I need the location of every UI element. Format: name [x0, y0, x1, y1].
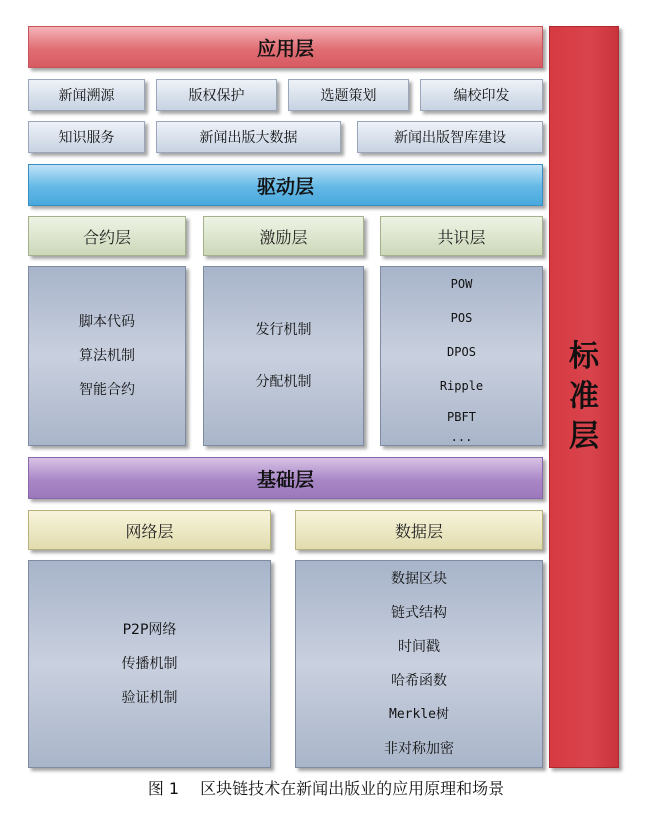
list-item: 发行机制: [255, 322, 312, 338]
app-item-think-tank: [357, 121, 543, 153]
data-layer-content: [295, 560, 543, 768]
network-layer-title: 网络层: [125, 521, 174, 541]
list-item: Merkle树: [389, 707, 449, 722]
contract-layer-title: 合约层: [82, 227, 131, 247]
network-layer-tab: [28, 510, 271, 550]
network-layer-content: [28, 560, 271, 768]
list-item: 验证机制: [121, 690, 178, 706]
driver-layer-title: 驱动层: [256, 175, 314, 198]
list-item: 脚本代码: [79, 314, 135, 330]
list-item: 链式结构: [391, 605, 447, 621]
list-item: 非对称加密: [384, 741, 454, 757]
list-item: POW: [450, 277, 473, 291]
list-item: 算法机制: [79, 348, 135, 364]
standard-layer-char-3: 层: [569, 419, 599, 454]
contract-layer-content: [28, 266, 186, 446]
list-item: 数据区块: [391, 571, 447, 587]
base-layer-title: 基础层: [256, 468, 314, 491]
list-item: 传播机制: [121, 656, 178, 672]
consensus-layer-content: [380, 266, 543, 446]
incentive-layer-content: [203, 266, 364, 446]
list-item: 哈希函数: [391, 673, 447, 689]
data-layer-tab: [295, 510, 543, 550]
contract-layer-tab: [28, 216, 186, 256]
app-item-topic-planning: [288, 79, 409, 111]
app-item-label: 编校印发: [453, 88, 510, 104]
base-layer-header: [28, 457, 543, 499]
app-item-label: 新闻出版智库建设: [394, 130, 506, 146]
application-layer-header: [28, 26, 543, 68]
list-item: P2P网络: [122, 622, 177, 638]
list-item: POS: [450, 311, 473, 325]
standard-layer-char-2: 准: [569, 379, 599, 414]
consensus-layer-title: 共识层: [437, 227, 486, 247]
app-item-label: 知识服务: [58, 130, 115, 146]
app-item-knowledge-service: [28, 121, 145, 153]
list-item: 时间戳: [398, 639, 440, 655]
list-item: ...: [450, 430, 473, 444]
incentive-layer-tab: [203, 216, 364, 256]
app-item-label: 新闻溯源: [58, 88, 115, 104]
app-item-news-tracing: [28, 79, 145, 111]
list-item: PBFT: [447, 410, 476, 424]
application-layer-title: 应用层: [256, 37, 314, 60]
app-item-label: 新闻出版大数据: [199, 130, 298, 146]
app-item-label: 选题策划: [320, 88, 377, 104]
list-item: 智能合约: [79, 382, 135, 398]
app-item-label: 版权保护: [188, 88, 245, 104]
driver-layer-header: [28, 164, 543, 206]
data-layer-title: 数据层: [394, 521, 443, 541]
app-item-big-data: [156, 121, 341, 153]
app-item-copyright: [156, 79, 277, 111]
list-item: 分配机制: [255, 374, 312, 390]
incentive-layer-title: 激励层: [259, 227, 308, 247]
consensus-layer-tab: [380, 216, 543, 256]
list-item: Ripple: [439, 379, 484, 393]
list-item: DPOS: [447, 345, 476, 359]
standard-layer-bar: [549, 26, 619, 768]
figure-caption: 图 1 区块链技术在新闻出版业的应用原理和场景: [147, 779, 505, 798]
standard-layer-char-1: 标: [569, 339, 599, 374]
app-item-editing-printing: [420, 79, 543, 111]
